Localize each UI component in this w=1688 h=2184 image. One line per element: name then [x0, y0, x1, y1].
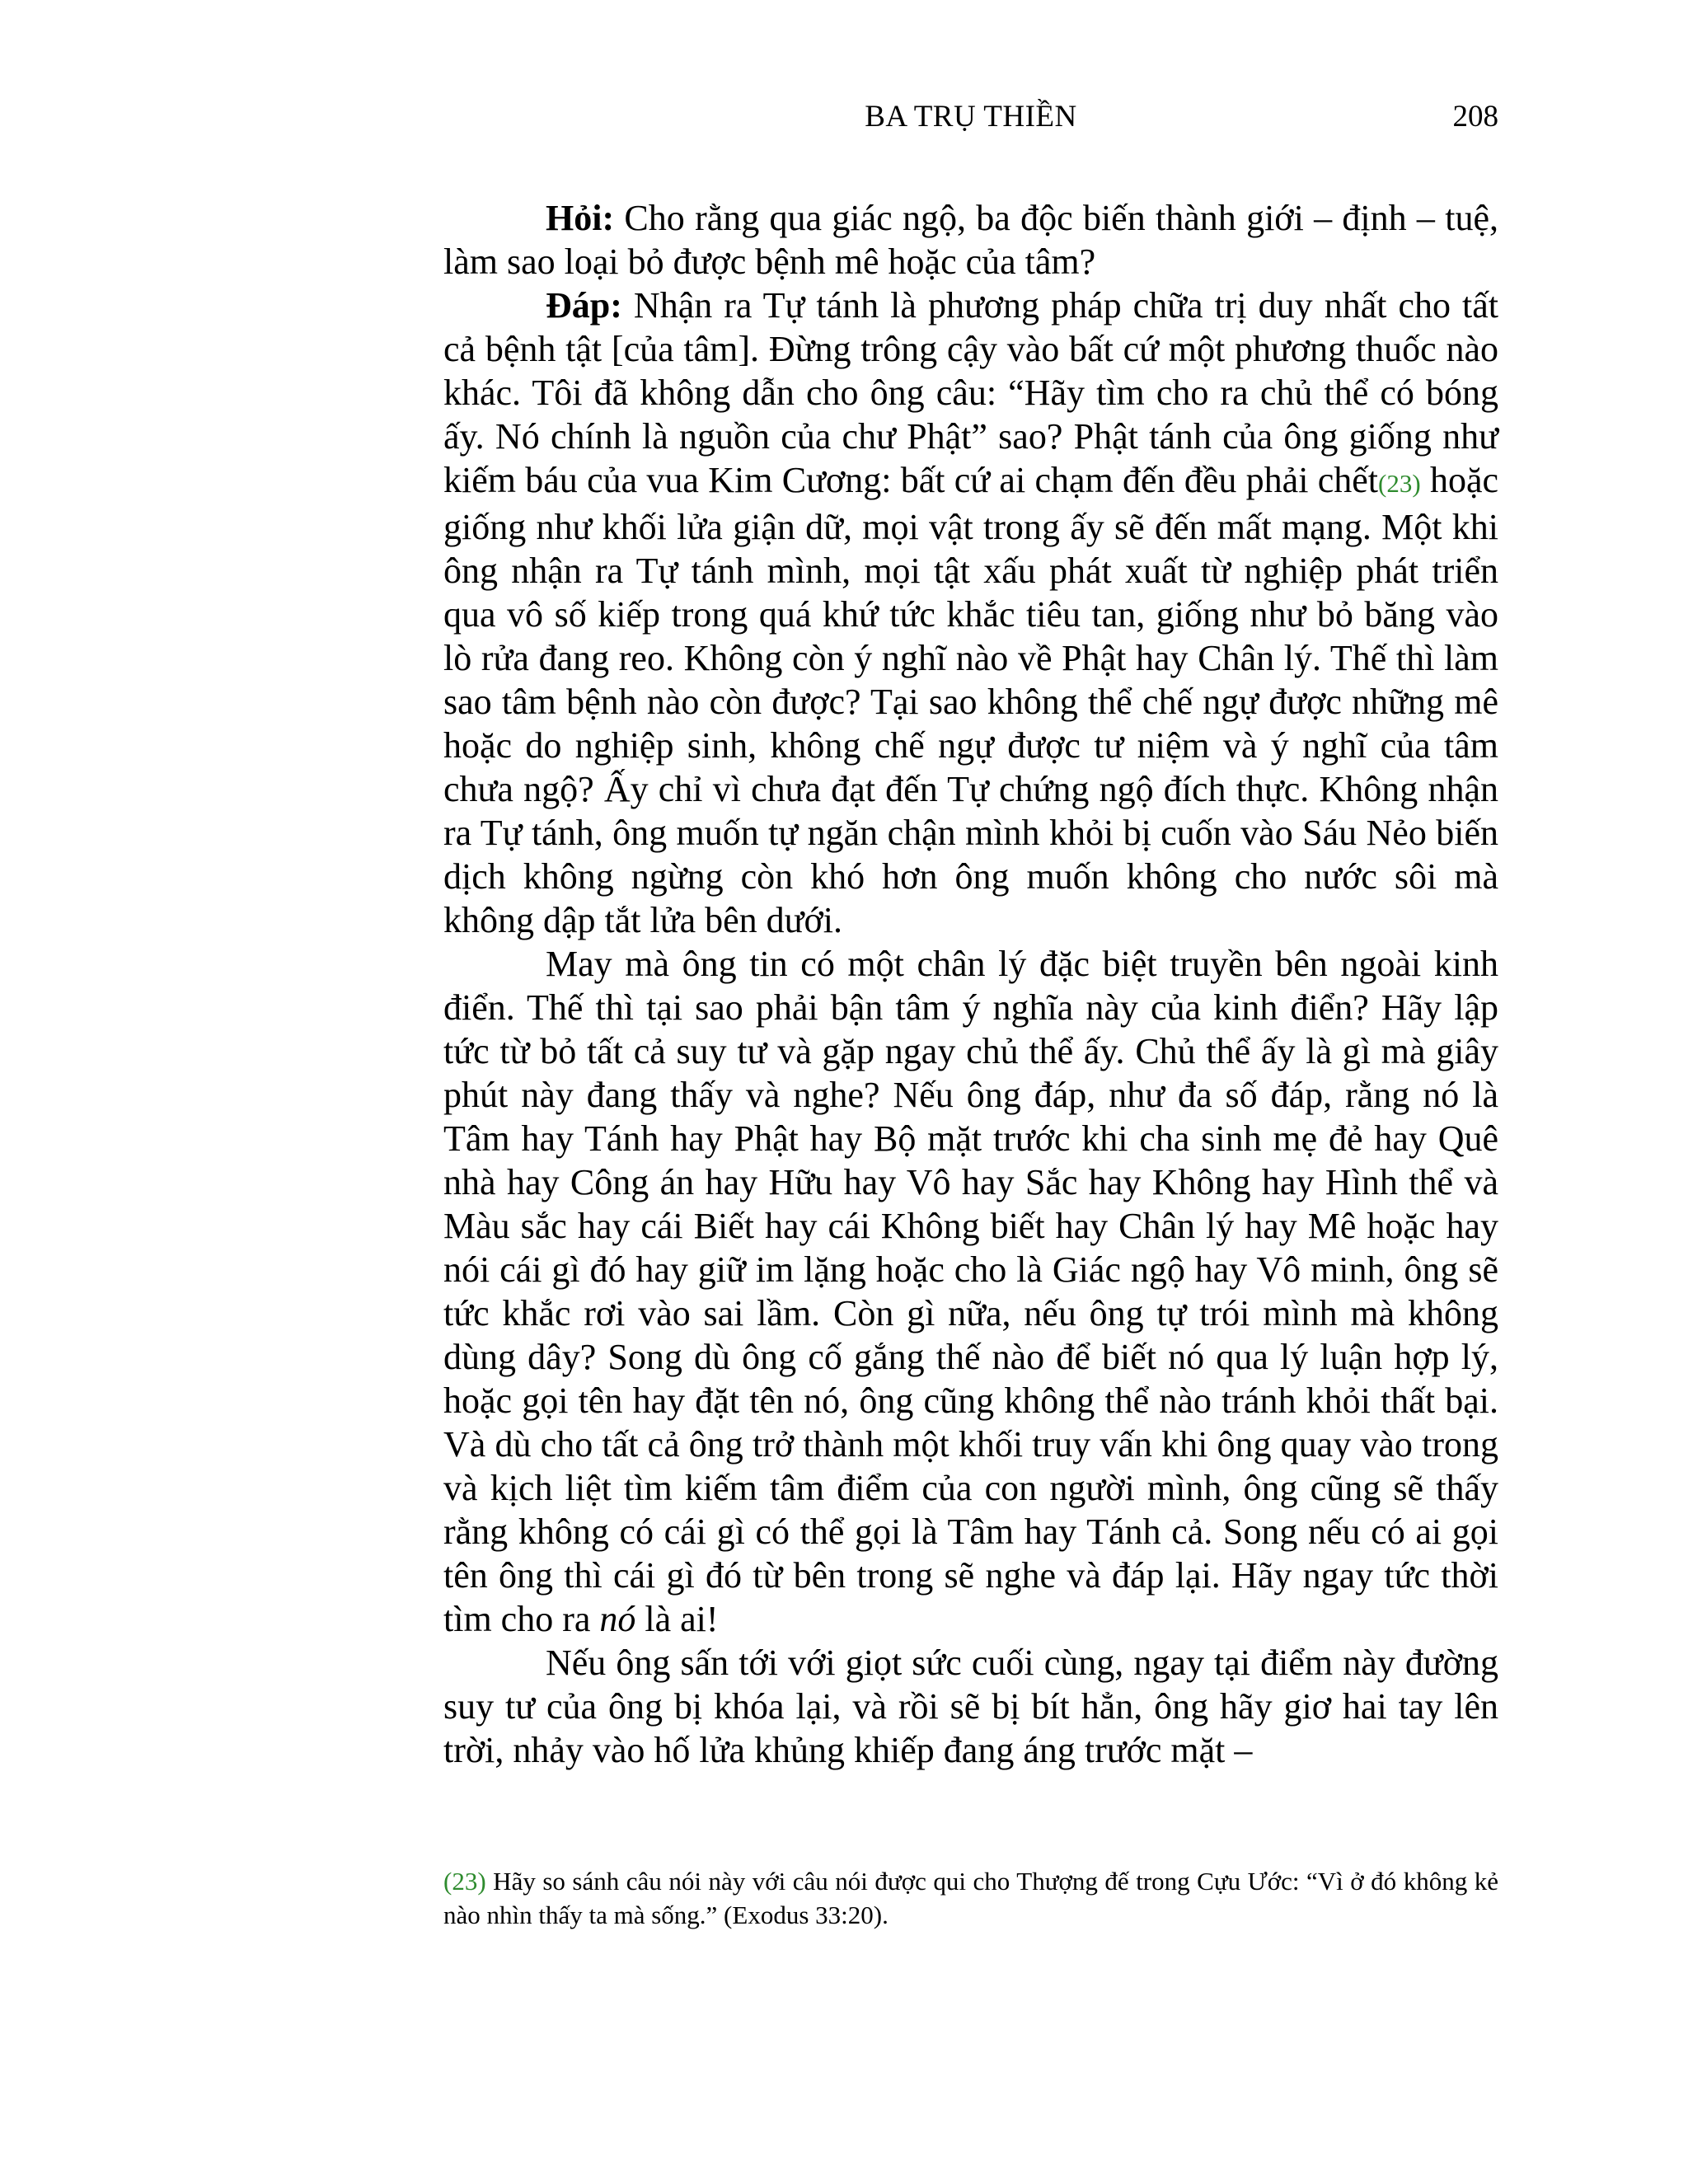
- footnote-text: Hãy so sánh câu nói này với câu nói được qui cho Thượng đế trong Cựu Ước: “Vì ở đó không kẻ nào nhìn thấy ta mà sống.” (Exodus 33:20).: [443, 1867, 1498, 1929]
- answer-paragraph: [443, 284, 1498, 942]
- answer-text-end: hoặc giống như khối lửa giận dữ, mọi vật trong ấy sẽ đến mất mạng. Một khi ông nhận ra Tự tánh mình, mọi tật xấu phát xuất từ nghiệp phát triển qua vô số kiếp trong quá khứ tức khắc tiêu tan, giống như bỏ băng vào lò rửa đang reo. Không còn ý nghĩ nào về Phật hay Chân lý. Thế thì làm sao tâm bệnh nào còn được? Tại sao không thể chế ngự được những mê hoặc do nghiệp sinh, không chế ngự được tư niệm và ý nghĩ của tâm chưa ngộ? Ấy chỉ vì chưa đạt đến Tự chứng ngộ đích thực. Không nhận ra Tự tánh, ông muốn tự ngăn chận mình khỏi bị cuốn vào Sáu Nẻo biến dịch không ngừng còn khó hơn ông muốn không cho nước sôi mà không dập tắt lửa bên dưới.: [443, 460, 1499, 940]
- page-number: 208: [1452, 100, 1498, 134]
- body-paragraph: [443, 942, 1498, 1641]
- body-paragraph: [443, 1641, 1498, 1772]
- answer-label: Đáp:: [546, 285, 622, 326]
- paragraph-text: Nếu ông sấn tới với giọt sức cuối cùng, ngay tại điểm này đường suy tư của ông bị khóa lại, và rồi sẽ bị bít hẳn, ông hãy giơ hai tay lên trời, nhảy vào hố lửa khủng khiếp đang áng trước mặt –: [443, 1643, 1498, 1770]
- footnote-number: (23): [443, 1867, 486, 1896]
- question-text: Cho rằng qua giác ngộ, ba độc biến thành giới – định – tuệ, làm sao loại bỏ được bệnh mê hoặc của tâm?: [443, 198, 1498, 282]
- answer-text-start: Nhận ra Tự tánh là phương pháp chữa trị duy nhất cho tất cả bệnh tật [của tâm]. Đừng trông cậy vào bất cứ một phương thuốc nào khác. Tôi đã không dẫn cho ông câu: “Hãy tìm cho ra chủ thể có bóng ấy. Nó chính là nguồn của chư Phật” sao? Phật tánh của ông giống như kiếm báu của vua Kim Cương: bất cứ ai chạm đến đều phải chết: [443, 285, 1498, 500]
- question-paragraph: [443, 196, 1498, 284]
- running-header: [443, 92, 1498, 142]
- question-label: Hỏi:: [546, 198, 615, 238]
- running-title: BA TRỤ THIỀN: [865, 100, 1077, 134]
- footnotes: [443, 1864, 1498, 1932]
- paragraph-text-end: là ai!: [635, 1599, 719, 1639]
- footnote: [443, 1864, 1498, 1932]
- paragraph-text-start: May mà ông tin có một chân lý đặc biệt truyền bên ngoài kinh điển. Thế thì tại sao phải bận tâm ý nghĩa này của kinh điển? Hãy lập tức từ bỏ tất cả suy tư và gặp ngay chủ thể ấy. Chủ thể ấy là gì mà giây phút này đang thấy và nghe? Nếu ông đáp, như đa số đáp, rằng nó là Tâm hay Tánh hay Phật hay Bộ mặt trước khi cha sinh mẹ đẻ hay Quê nhà hay Công án hay Hữu hay Vô hay Sắc hay Không hay Hình thể và Màu sắc hay cái Biết hay cái Không biết hay Chân lý hay Mê hoặc hay nói cái gì đó hay giữ im lặng hoặc cho là Giác ngộ hay Vô minh, ông sẽ tức khắc rơi vào sai lầm. Còn gì nữa, nếu ông tự trói mình mà không dùng dây? Song dù ông cố gắng thế nào để biết nó qua lý luận hợp lý, hoặc gọi tên hay đặt tên nó, ông cũng không thể nào tránh khỏi thất bại. Và dù cho tất cả ông trở thành một khối truy vấn khi ông quay vào trong và kịch liệt tìm kiếm tâm điểm của con người mình, ông cũng sẽ thấy rằng không có cái gì có thể gọi là Tâm hay Tánh cả. Song nếu có ai gọi tên ông thì cái gì đó từ bên trong sẽ nghe và đáp lại. Hãy ngay tức thời tìm cho ra: [443, 944, 1498, 1639]
- footnote-reference[interactable]: (23): [1378, 469, 1421, 498]
- emphasized-word: nó: [599, 1599, 636, 1639]
- main-text: [443, 196, 1498, 1772]
